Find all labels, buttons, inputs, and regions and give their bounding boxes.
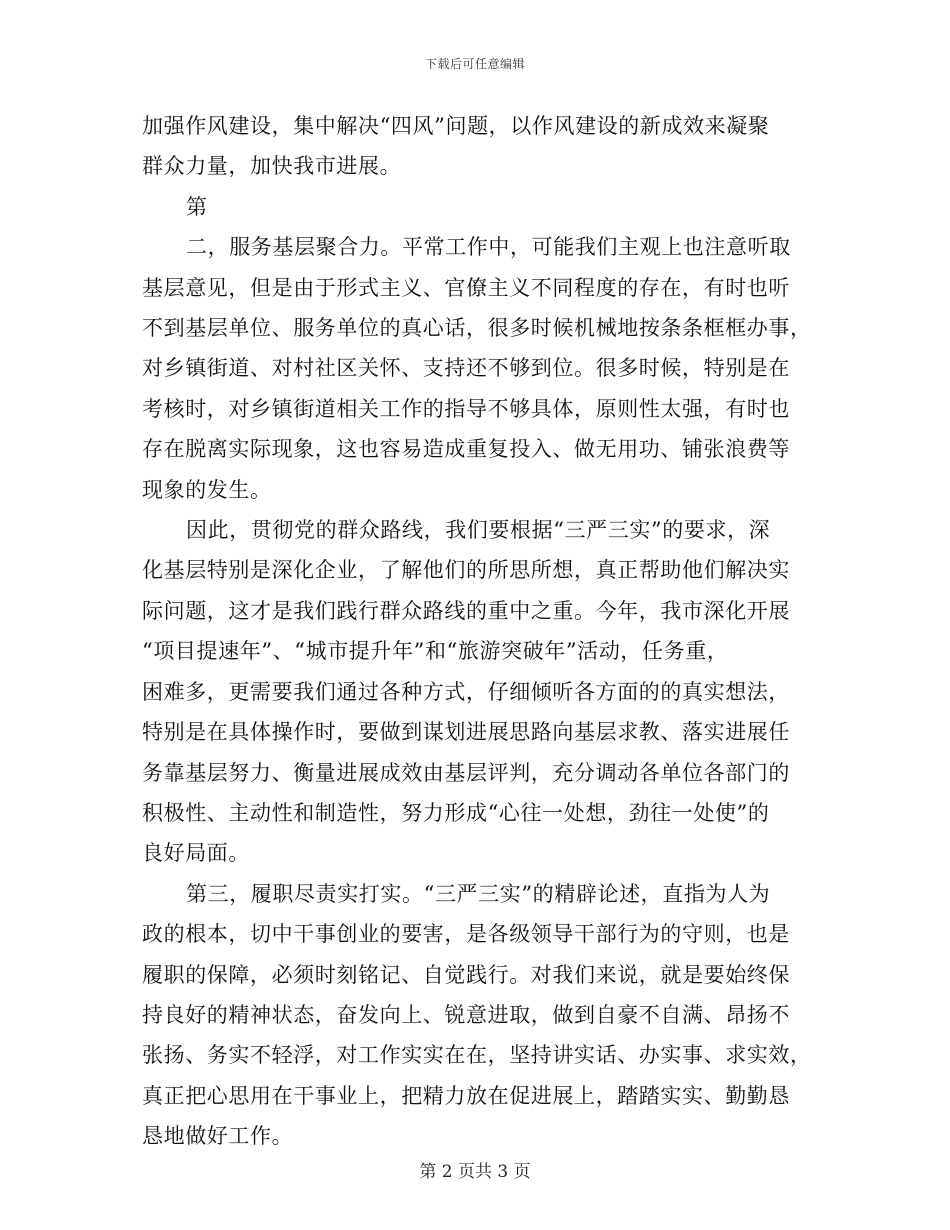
paragraph-4 <box>142 510 810 874</box>
text-line: 因此，贯彻党的群众路线，我们要根据“三严三实”的要求，深 <box>186 518 771 543</box>
paragraph-2 <box>142 187 810 227</box>
text-line: 第 <box>186 194 208 219</box>
text-line: 存在脱离实际现象，这也容易造成重复投入、做无用功、铺张浪费等 <box>142 437 790 462</box>
text-line: 特别是在具体操作时，要做到谋划进展思路向基层求教、落实进展任 <box>142 720 790 745</box>
text-line: 政的根本，切中干事创业的要害，是各级领导干部行为的守则，也是 <box>142 922 790 947</box>
text-line: 务靠基层努力、衡量进展成效由基层评判，充分调动各单位各部门的 <box>142 760 790 785</box>
text-line: 二，服务基层聚合力。平常工作中，可能我们主观上也注意听取 <box>186 235 791 260</box>
text-line: 困难多，更需要我们通过各种方式，仔细倾听各方面的的真实想法， <box>142 679 790 704</box>
text-line: 履职的保障，必须时刻铭记、自觉践行。对我们来说，就是要始终保 <box>142 962 790 987</box>
paragraph-3 <box>142 227 810 510</box>
text-line: 张扬、务实不轻浮，对工作实实在在，坚持讲实话、办实事、求实效， <box>142 1043 812 1068</box>
text-line: 基层意见，但是由于形式主义、官僚主义不同程度的存在，有时也听 <box>142 275 790 300</box>
text-line: 积极性、主动性和制造性，努力形成“心往一处想，劲往一处使”的 <box>142 800 770 825</box>
text-line: 际问题，这才是我们践行群众路线的重中之重。今年，我市深化开展 <box>142 598 790 623</box>
text-line: 真正把心思用在干事业上，把精力放在促进展上，踏踏实实、勤勤恳 <box>142 1083 790 1108</box>
text-line: 群众力量，加快我市进展。 <box>142 154 402 179</box>
text-line: 化基层特别是深化企业，了解他们的所思所想，真正帮助他们解决实 <box>142 558 790 583</box>
text-line: 不到基层单位、服务单位的真心话，很多时候机械地按条条框框办事， <box>142 316 812 341</box>
text-line: 恳地做好工作。 <box>142 1124 294 1149</box>
text-line: 对乡镇街道、对村社区关怀、支持还不够到位。很多时候，特别是在 <box>142 356 790 381</box>
text-line: 持良好的精神状态，奋发向上、锐意进取，做到自豪不自满、昂扬不 <box>142 1002 790 1027</box>
text-line: 第三，履职尽责实打实。“三严三实”的精辟论述，直指为人为 <box>186 881 771 906</box>
text-line: 良好局面。 <box>142 841 250 866</box>
text-line: 加强作风建设，集中解决“四风”问题，以作风建设的新成效来凝聚 <box>142 114 770 138</box>
paragraph-5 <box>142 874 810 1157</box>
page-number-footer: 第 2 页共 3 页 <box>419 1162 531 1182</box>
text-line: 现象的发生。 <box>142 477 272 502</box>
text-line: 考核时，对乡镇街道相关工作的指导不够具体，原则性太强，有时也 <box>142 396 790 421</box>
text-line: “项目提速年”、“城市提升年”和“旅游突破年”活动，任务重， <box>142 639 729 664</box>
document-body <box>142 106 810 1157</box>
page-header: 下载后可任意编辑 <box>424 57 525 71</box>
paragraph-1 <box>142 106 810 187</box>
